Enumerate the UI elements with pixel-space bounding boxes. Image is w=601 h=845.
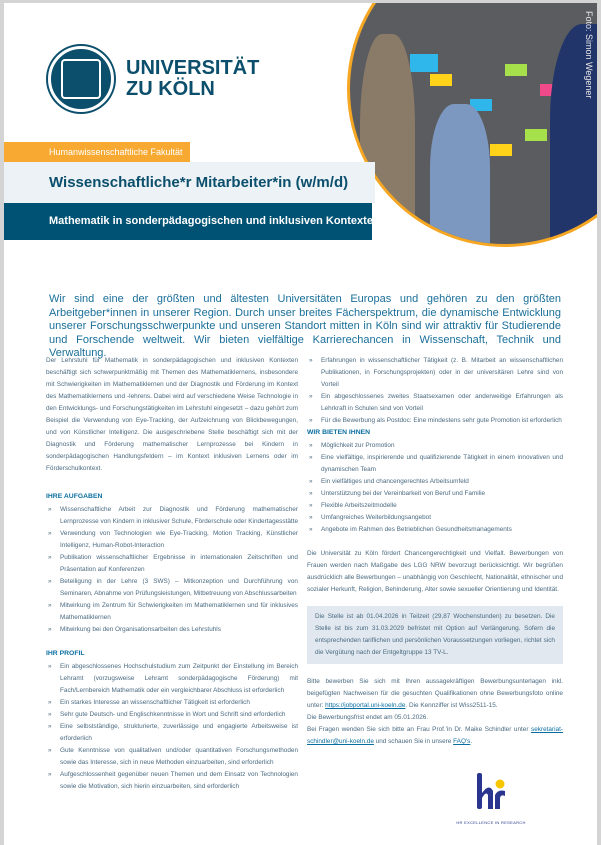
list-item: » Mitwirkung bei den Organisationsarbeiten des Lehrstuhls xyxy=(46,624,298,636)
tasks-heading: IHRE AUFGABEN xyxy=(46,493,103,500)
list-item: » Angebote im Rahmen des Betrieblichen Gesundheitsmanagements xyxy=(307,524,563,536)
faq-link[interactable]: FAQ's xyxy=(453,738,471,745)
left-column xyxy=(46,355,298,793)
profile-list-continued xyxy=(307,355,563,427)
intro-text: Wir sind eine der größten und ältesten Universitäten Europas und gehören zu den größten Arbeitgeber*innen in unserer Region. Durch unser breites Fächerspektrum, die dynamische Entwicklung unserer Forschungsschwerpunkte und unseren Standort mitten in Köln sind wir attraktiv für Studierende und Forschende weltweit. Wir bieten vielfältige Karrierechancen in Wissenschaft, Technik und Verwaltung. xyxy=(49,293,561,359)
list-item: » Flexible Arbeitszeitmodelle xyxy=(307,500,563,512)
list-item: » Möglichkeit zur Promotion xyxy=(307,440,563,452)
list-item: » Mitwirkung im Zentrum für Schwierigkeiten im Mathematiklernen und für inklusives Mathematiklernen xyxy=(46,600,298,624)
contact-text xyxy=(307,724,563,748)
list-item: » Sehr gute Deutsch- und Englischkenntnisse in Wort und Schrift sind erforderlich xyxy=(46,709,298,721)
hr-caption: HR EXCELLENCE IN RESEARCH xyxy=(456,820,526,825)
hr-logo-icon xyxy=(473,771,509,811)
apply-text: Bitte bewerben Sie sich mit Ihren aussagekräftigen Bewerbungsunterlagen inkl. beigefügten Nachweisen für die gesuchten Qualifikationen ohne Bewerbungsfoto online unter: xyxy=(307,678,563,709)
logo-text-line2: ZU KÖLN xyxy=(126,78,215,100)
jobportal-link[interactable]: https://jobportal.uni-koeln.de xyxy=(325,702,406,709)
list-item: » Ein starkes Interesse an wissenschaftlicher Tätigkeit ist erforderlich xyxy=(46,697,298,709)
tasks-list xyxy=(46,504,298,636)
list-item: » Eine selbstständige, strukturierte, zuverlässige und engagierte Arbeitsweise ist erforderlich xyxy=(46,721,298,745)
header-photo xyxy=(347,3,597,247)
list-item: » Wissenschaftliche Arbeit zur Diagnostik und Förderung mathematischer Lernprozesse von Kindern in inklusiver Schule, Förderschule oder Kindertagesstätte xyxy=(46,504,298,528)
position-info-text: Die Stelle ist ab 01.04.2026 in Teilzeit (29,87 Wochenstunden) zu besetzen. Die Stelle ist bis zum 31.03.2029 befristet mit Option auf Verlängerung. Sofern die entsprechenden tariflichen und persönlichen Voraussetzungen vorliegen, richtet sich die Vergütung nach der Entgeltgruppe 13 TV-L. xyxy=(315,613,555,656)
diversity-text: Die Universität zu Köln fördert Chancengerechtigkeit und Vielfalt. Bewerbungen von Frauen werden nach Maßgabe des LGG NRW bevorzugt berücksichtigt. Wir begrüßen ausdrücklich alle Bewerbungen – unabhängig von Geschlecht, Nationalität, ethnischer und sozialer Herkunft, Religion, Behinderung, Alter sowie sexueller Orientierung und Identität. xyxy=(307,550,563,593)
deadline-text: Die Bewerbungsfrist endet am 05.01.2026. xyxy=(307,714,429,721)
faq-intro: und schauen Sie in unsere xyxy=(373,738,454,745)
logo-text-line1: UNIVERSITÄT xyxy=(126,57,260,79)
list-item: » Unterstützung bei der Vereinbarkeit von Beruf und Familie xyxy=(307,488,563,500)
position-info-box xyxy=(307,606,563,664)
university-logo[interactable] xyxy=(48,46,259,112)
list-item: » Beteiligung in der Lehre (3 SWS) – Mitkonzeption und Durchführung von Seminaren, Abnahme von Prüfungsleistungen, Mitbetreuung von Abschlussarbeiten xyxy=(46,576,298,600)
list-item: » Publikation wissenschaftlicher Ergebnisse in internationalen Zeitschriften und Präsentation auf Konferenzen xyxy=(46,552,298,576)
period: . xyxy=(470,738,473,745)
list-item: » Ein abgeschlossenes zweites Staatsexamen oder anderweitige Erfahrungen als Lehrkraft in Schulen sind von Vorteil xyxy=(307,391,563,415)
email-link[interactable]: sekretariat-schindler@uni-koeln.de xyxy=(307,726,563,745)
list-item: » Für die Bewerbung als Postdoc: Eine mindestens sehr gute Promotion ist erforderlich xyxy=(307,415,563,427)
list-item: » Gute Kenntnisse von qualitativen und/oder quantitativen Forschungsmethoden sowie das Interesse, sich in neue Methoden einzuarbeiten, sind erforderlich xyxy=(46,745,298,769)
list-item: » Verwendung von Technologien wie Eye-Tracking, Motion Tracking, Künstlicher Intelligenz, Human-Robot-Interaction xyxy=(46,528,298,552)
university-seal-icon xyxy=(48,46,114,112)
job-title: Wissenschaftliche*r Mitarbeiter*in (w/m/d) xyxy=(4,162,375,203)
reference-number-text: . Die Kennziffer ist Wiss2511-15. xyxy=(405,702,498,709)
list-item: » Erfahrungen in wissenschaftlicher Tätigkeit (z. B. Mitarbeit an wissenschaftlichen Publikationen, in Forschungsprojekten) oder in der universitären Lehre sind von Vorteil xyxy=(307,355,563,391)
photo-credit: Foto: Simon Wegener xyxy=(584,11,594,99)
list-item: » Eine vielfältige, inspirierende und qualifizierende Tätigkeit in einem innovativen und dynamischen Team xyxy=(307,452,563,476)
list-item: » Aufgeschlossenheit gegenüber neuen Themen und dem Einsatz von Technologien sowie die Motivation, sich hierin einzuarbeiten, sind erforderlich xyxy=(46,769,298,793)
list-item: » Umfangreiches Weiterbildungsangebot xyxy=(307,512,563,524)
contact-intro: Bei Fragen wenden Sie sich bitte an Frau Prof.'in Dr. Maike Schindler unter xyxy=(307,726,532,733)
list-item: » Ein abgeschlossenes Hochschulstudium zum Zeitpunkt der Einstellung im Bereich Lehramt (vorzugsweise Lehramt sonderpädagogische Förderung) mit Fach/Lernbereich Mathematik oder ein vergleichbarer Abschluss ist erforderlich xyxy=(46,661,298,697)
right-column xyxy=(307,355,563,748)
job-posting-page xyxy=(4,3,597,845)
job-subtitle: Mathematik in sonderpädagogischen und inklusiven Kontexten xyxy=(4,203,372,240)
description-text: Der Lehrstuhl für Mathematik in sonderpädagogischen und inklusiven Kontexten beschäftigt sich schwerpunktmäßig mit Themen des Mathematiklernens, insbesondere mit Schwierigkeiten im Mathematiklernen und der Diagnostik und Förderung im Kontext des Mathematiklernens und -lehrens. Dabei wird auf verschiedene Weise Technologie in den Entwicklungs- und Forschungstätigkeiten im Lehrstuhl eingesetzt – dazu gehört zum Beispiel die Verwendung von Eye-Tracking, der Aufzeichnung von Blickbewegungen, und von Künstlicher Intelligenz. Die ausgeschriebene Stelle beschäftigt sich mit der Diagnostik und Förderung mathematischer Lernprozesse bei Kindern in sonderpädagogischen Handlungsfeldern – im Kontext inklusiven Lernens oder im Förderschulkontext. xyxy=(46,357,298,472)
list-item: » Ein vielfältiges und chancengerechtes Arbeitsumfeld xyxy=(307,476,563,488)
profile-list xyxy=(46,661,298,793)
faculty-label: Humanwissenschaftliche Fakultät xyxy=(4,142,190,162)
hr-excellence-logo xyxy=(456,771,526,825)
application-text xyxy=(307,676,563,712)
offer-heading: WIR BIETEN IHNEN xyxy=(307,429,371,436)
offer-list xyxy=(307,440,563,536)
profile-heading: IHR PROFIL xyxy=(46,650,85,657)
